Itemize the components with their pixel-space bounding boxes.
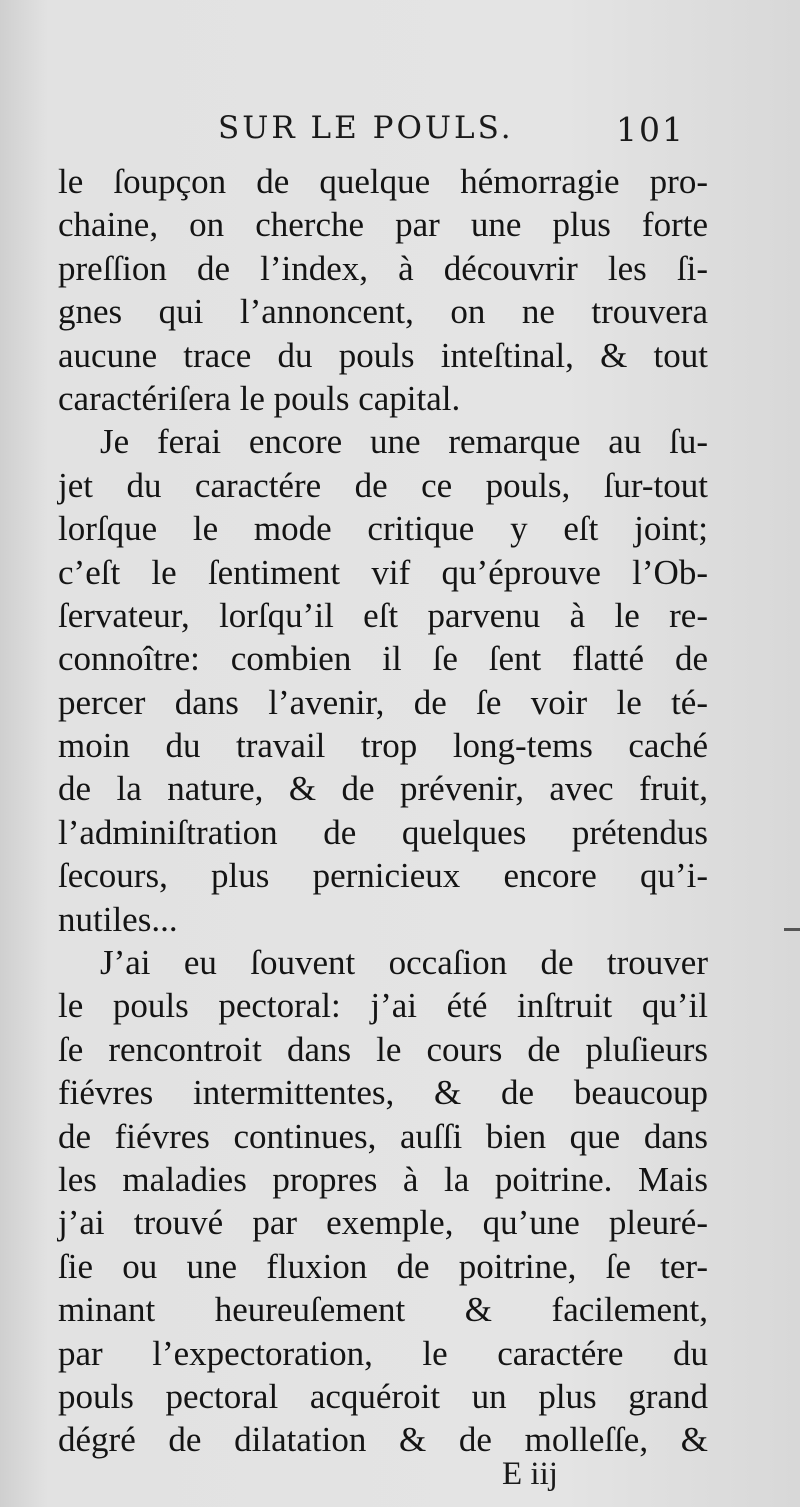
running-head xyxy=(0,110,800,154)
text-line: fiévres intermittentes, & de beaucoup xyxy=(58,1073,708,1113)
text-line: nutiles... xyxy=(58,899,178,939)
signature-mark: E iij xyxy=(502,1456,558,1492)
text-line: par l’expectoration, le caractére du xyxy=(58,1333,708,1373)
margin-mark xyxy=(784,928,800,931)
text-line: Je ferai encore une remarque au ſu- xyxy=(100,422,708,462)
text-line: l’adminiſtration de quelques prétendus xyxy=(58,812,708,852)
text-line: caractériſera le pouls capital. xyxy=(58,378,461,418)
text-line: lorſque le mode critique y eſt joint; xyxy=(58,509,708,549)
page-number: 101 xyxy=(616,110,685,149)
text-line: minant heureuſement & facilement, xyxy=(58,1290,708,1330)
text-line: aucune trace du pouls inteſtinal, & tout xyxy=(58,335,708,375)
text-line: dégré de dilatation & de molleſſe, & xyxy=(58,1420,708,1460)
text-line: ſie ou une fluxion de poitrine, ſe ter- xyxy=(58,1246,708,1286)
text-line: percer dans l’avenir, de ſe voir le té- xyxy=(58,682,708,722)
text-line: c’eſt le ſentiment vif qu’éprouve l’Ob- xyxy=(58,552,708,592)
text-line: les maladies propres à la poitrine. Mais xyxy=(58,1159,708,1199)
text-line: J’ai eu ſouvent occaſion de trouver xyxy=(100,943,708,983)
text-line: chaine, on cherche par une plus forte xyxy=(58,205,708,245)
text-line: j’ai trouvé par exemple, qu’une pleuré- xyxy=(58,1203,708,1243)
text-line: de fiévres continues, auſſi bien que dans xyxy=(58,1116,708,1156)
text-line: ſecours, plus pernicieux encore qu’i- xyxy=(58,856,708,896)
text-line: connoître: combien il ſe ſent flatté de xyxy=(58,639,708,679)
body-text xyxy=(58,160,708,1462)
text-line: ſervateur, lorſqu’il eſt parvenu à le re- xyxy=(58,595,708,635)
text-line: de la nature, & de prévenir, avec fruit, xyxy=(58,769,708,809)
text-line: ſe rencontroit dans le cours de pluſieurs xyxy=(58,1029,708,1069)
text-line: pouls pectoral acquéroit un plus grand xyxy=(58,1376,708,1416)
text-line: jet du caractére de ce pouls, ſur-tout xyxy=(58,465,708,505)
running-head-title: SUR LE POULS. xyxy=(218,110,514,146)
text-line: preſſion de l’index, à découvrir les ſi- xyxy=(58,248,708,288)
text-line: le ſoupçon de quelque hémorragie pro- xyxy=(58,162,708,201)
text-line: le pouls pectoral: j’ai été inſtruit qu’il xyxy=(58,986,708,1026)
text-line: gnes qui l’annoncent, on ne trouvera xyxy=(58,292,708,332)
text-line: moin du travail trop long-tems caché xyxy=(58,726,708,766)
